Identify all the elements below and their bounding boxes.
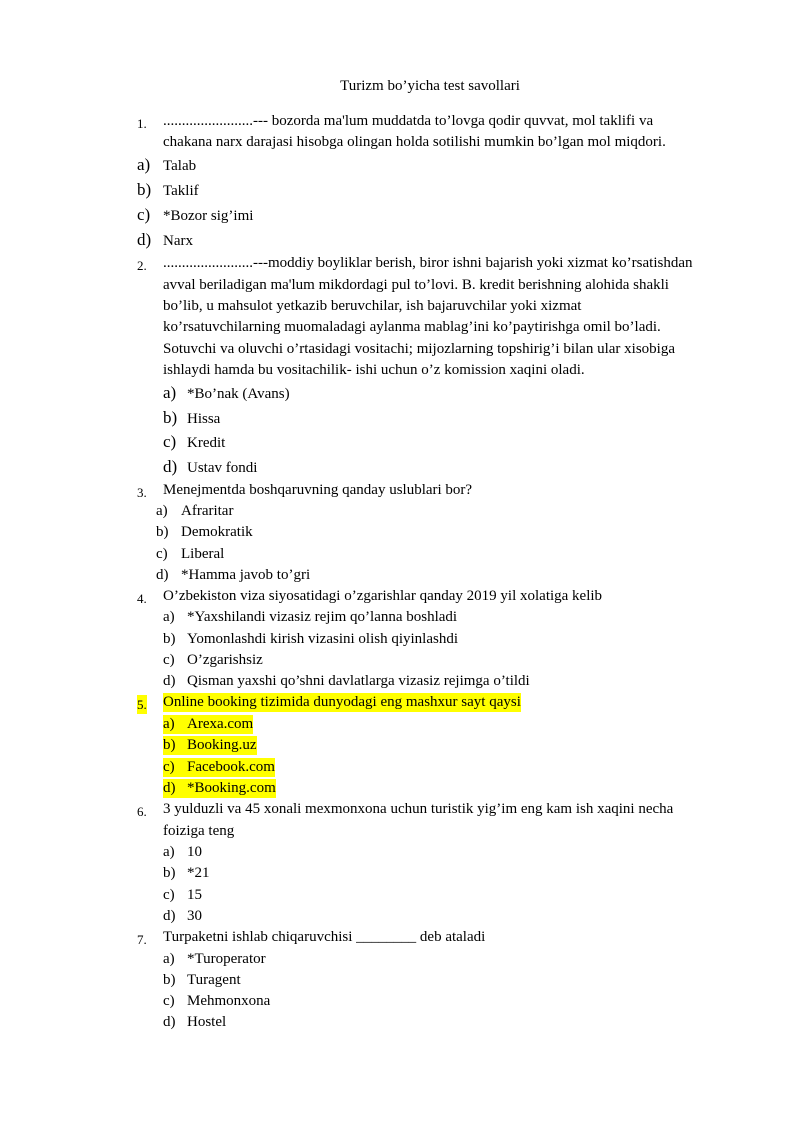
question-number-4: 4. bbox=[137, 591, 147, 606]
option-letter: c) bbox=[156, 546, 168, 562]
question-2-text-line: ........................---moddiy boyliklar berish, biror ishni bajarish yoki xizmat ko’rsatishdan bbox=[163, 255, 693, 271]
option-letter: d) bbox=[163, 673, 176, 689]
option-text: Hostel bbox=[187, 1014, 227, 1030]
option-letter: d) bbox=[163, 779, 187, 798]
option-text: Liberal bbox=[181, 546, 225, 562]
option-letter: a) bbox=[163, 383, 177, 402]
option-letter: c) bbox=[163, 758, 187, 777]
question-2-text-line: ishlaydi hamda bu vositachilik- ishi uchun o’z komission xaqini oladi. bbox=[163, 362, 585, 378]
option-letter: d) bbox=[163, 457, 178, 476]
option-text: Facebook.com bbox=[187, 759, 275, 775]
option-letter: b) bbox=[137, 180, 152, 199]
question-3-text-line: Menejmentda boshqaruvning qanday uslublari bor? bbox=[163, 482, 473, 498]
question-5-text-line: Online booking tizimida dunyodagi eng mashxur sayt qaysi bbox=[163, 694, 521, 710]
question-6-text-line: foiziga teng bbox=[163, 823, 235, 839]
option-letter: b) bbox=[156, 524, 169, 540]
option-letter: b) bbox=[163, 865, 176, 881]
option-text: Ustav fondi bbox=[187, 460, 258, 476]
question-number-2: 2. bbox=[137, 258, 147, 273]
option-letter: c) bbox=[137, 205, 151, 224]
option-text: Taklif bbox=[163, 183, 199, 199]
option-letter: c) bbox=[163, 652, 175, 668]
option-text: *Turoperator bbox=[187, 951, 266, 967]
option-text: 15 bbox=[187, 887, 202, 903]
option-text: *Hamma javob to’gri bbox=[181, 567, 311, 583]
option-text: *21 bbox=[187, 865, 210, 881]
option-text: 30 bbox=[187, 908, 202, 924]
option-letter: c) bbox=[163, 432, 177, 451]
option-letter: b) bbox=[163, 972, 176, 988]
question-2-text-line: ko’rsatuvchilarning muomaladagi aylanma mablag’ini ko’paytirishga omil bo’ladi. bbox=[163, 319, 661, 335]
question-number-3: 3. bbox=[137, 485, 147, 500]
option-text: 10 bbox=[187, 844, 202, 860]
option-text: Turagent bbox=[187, 972, 241, 988]
option-letter: d) bbox=[137, 230, 152, 249]
option-text: Arexa.com bbox=[187, 716, 254, 732]
option-text: Kredit bbox=[187, 435, 226, 451]
option-text: Mehmonxona bbox=[187, 993, 271, 1009]
option-letter: d) bbox=[163, 1014, 176, 1030]
question-1-text-line: ........................--- bozorda ma'lum muddatda to’lovga qodir quvvat, mol taklifi va bbox=[163, 113, 654, 129]
question-1-text-line: chakana narx darajasi hisobga olingan holda sotilishi mumkin bo’lgan mol miqdori. bbox=[163, 134, 666, 150]
option-letter: b) bbox=[163, 408, 178, 427]
option-letter: a) bbox=[163, 715, 187, 734]
question-number-1: 1. bbox=[137, 116, 147, 131]
question-6-text-line: 3 yulduzli va 45 xonali mexmonxona uchun turistik yig’im eng kam ish xaqini necha bbox=[163, 801, 674, 817]
option-text: Booking.uz bbox=[187, 737, 257, 753]
option-letter: a) bbox=[163, 844, 175, 860]
option-letter: a) bbox=[137, 155, 151, 174]
question-number-7: 7. bbox=[137, 932, 147, 947]
option-text: Talab bbox=[163, 158, 197, 174]
option-text: Hissa bbox=[187, 411, 221, 427]
option-letter: b) bbox=[163, 631, 176, 647]
question-4-text-line: O’zbekiston viza siyosatidagi o’zgarishlar qanday 2019 yil xolatiga kelib bbox=[163, 588, 603, 604]
option-text: *Booking.com bbox=[187, 780, 276, 796]
question-2-text-line: bo’lib, u mahsulot yetkazib beruvchilar, ish bajaruvchilar yoki xizmat bbox=[163, 298, 582, 314]
option-text: *Bo’nak (Avans) bbox=[187, 386, 290, 402]
option-text: Demokratik bbox=[181, 524, 253, 540]
option-letter: d) bbox=[163, 908, 176, 924]
question-2-text-line: Sotuvchi va oluvchi o’rtasidagi vositachi; mijozlarning topshirig’i bilan ular xisobiga bbox=[163, 341, 675, 357]
option-text: Afraritar bbox=[181, 503, 234, 519]
page-title: Turizm bo’yicha test savollari bbox=[340, 78, 520, 94]
option-letter: c) bbox=[163, 993, 175, 1009]
option-text: Qisman yaxshi qo’shni davlatlarga vizasiz rejimga o’tildi bbox=[187, 673, 530, 689]
option-letter: b) bbox=[163, 736, 187, 755]
option-text: Narx bbox=[163, 233, 193, 249]
option-letter: d) bbox=[156, 567, 169, 583]
option-text: Yomonlashdi kirish vizasini olish qiyinlashdi bbox=[187, 631, 458, 647]
option-letter: a) bbox=[163, 609, 175, 625]
option-letter: a) bbox=[163, 951, 175, 967]
option-text: *Yaxshilandi vizasiz rejim qo’lanna boshladi bbox=[187, 609, 458, 625]
option-text: O’zgarishsiz bbox=[187, 652, 263, 668]
question-number-6: 6. bbox=[137, 804, 147, 819]
option-text: *Bozor sig’imi bbox=[163, 208, 254, 224]
option-letter: a) bbox=[156, 503, 168, 519]
question-7-text-line: Turpaketni ishlab chiqaruvchisi ________ deb ataladi bbox=[163, 929, 486, 945]
option-letter: c) bbox=[163, 887, 175, 903]
question-number-5: 5. bbox=[137, 697, 147, 712]
question-2-text-line: avval beriladigan ma'lum mikdordagi pul to’lovi. B. kredit berishning alohida shakli bbox=[163, 277, 669, 293]
